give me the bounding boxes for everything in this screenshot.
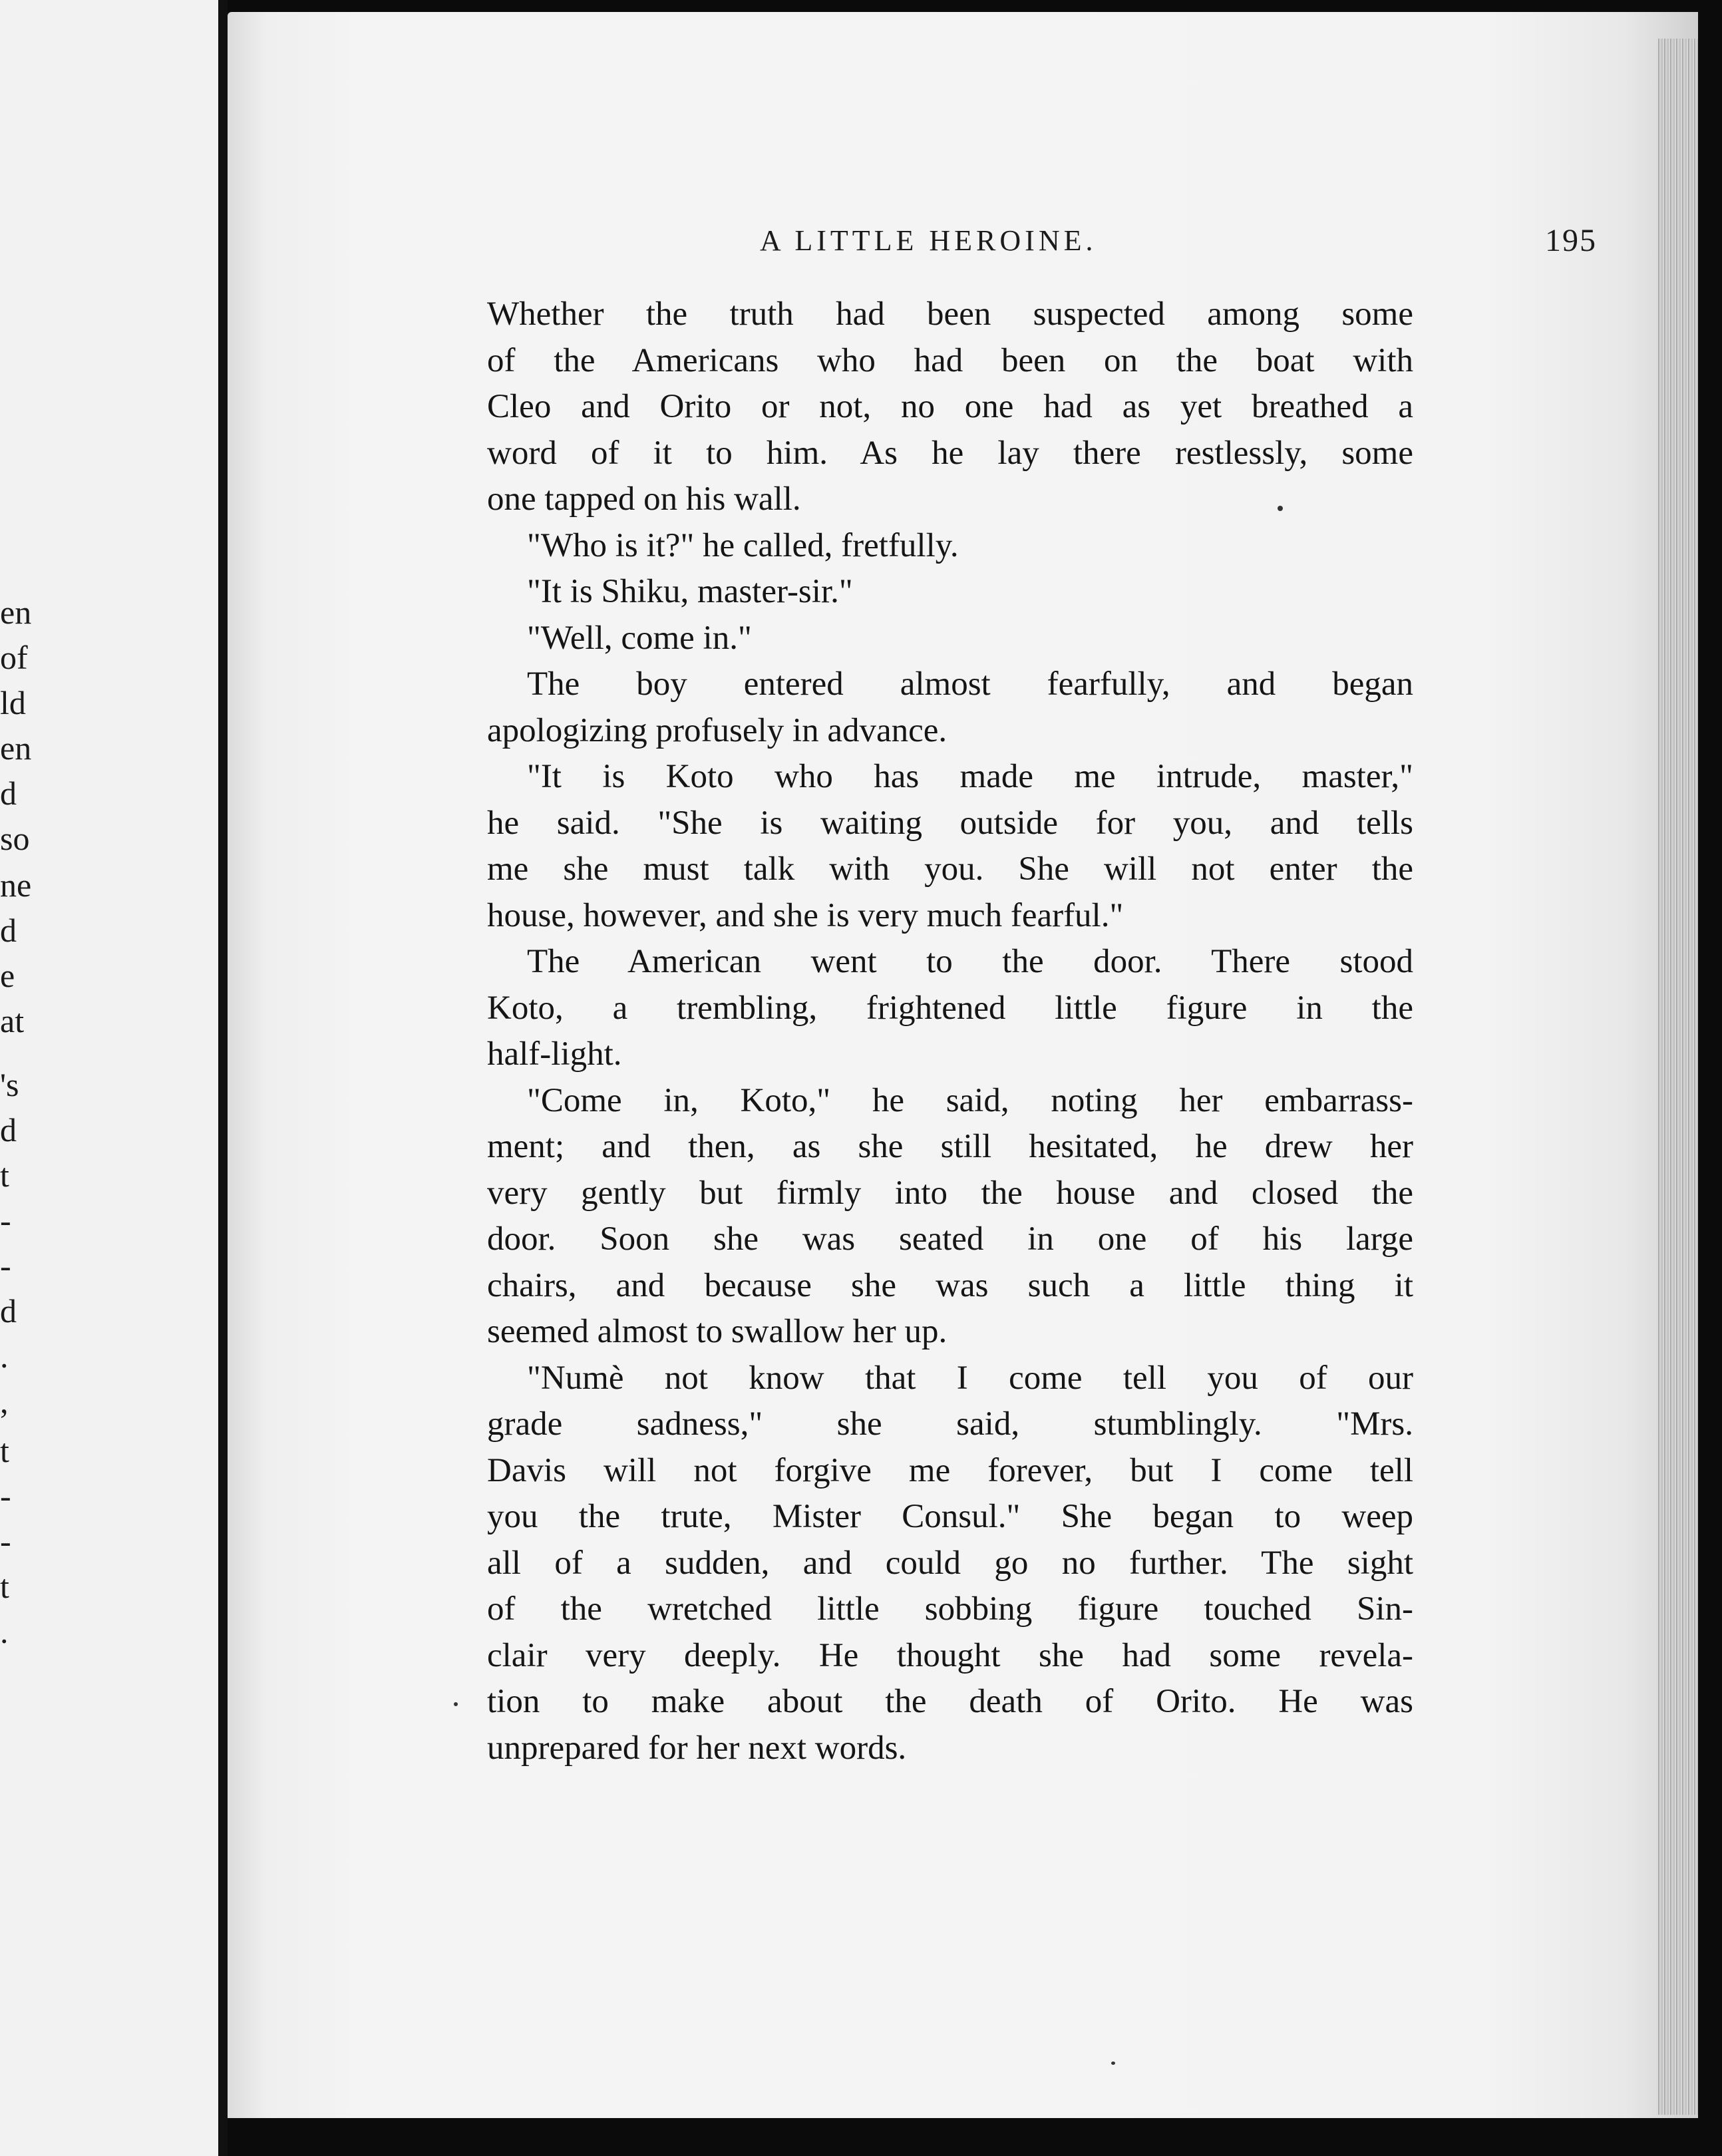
text-line: of the Americans who had been on the boat with	[487, 341, 1413, 379]
stray-mark	[1278, 506, 1283, 511]
text-line: unprepared for her next words.	[487, 1729, 907, 1767]
text-line: Cleo and Orito or not, no one had as yet breathed a	[487, 388, 1413, 425]
text-line: word of it to him. As he lay there restlessly, some	[487, 434, 1413, 472]
text-line: very gently but firmly into the house and closed the	[487, 1174, 1413, 1212]
text-line: of the wretched little sobbing figure touched Sin-	[487, 1590, 1413, 1628]
text-line: you the trute, Mister Consul." She began to weep	[487, 1498, 1413, 1535]
page-edge	[1658, 39, 1698, 2115]
stray-mark	[454, 1702, 458, 1706]
text-line: "Who is it?" he called, fretfully.	[527, 526, 959, 564]
text-line: me she must talk with you. She will not enter the	[487, 850, 1413, 888]
page-gutter	[218, 0, 228, 2156]
book-page	[228, 12, 1698, 2118]
text-line: seemed almost to swallow her up.	[487, 1313, 947, 1350]
text-line: "It is Shiku, master-sir."	[527, 573, 853, 610]
left-page: en of ld en d so ne d e at 's d t - - d . , t - - t .	[0, 0, 226, 2156]
body-text	[487, 291, 1413, 1771]
text-line: The American went to the door. There stood	[527, 943, 1413, 980]
stray-mark	[1111, 2062, 1115, 2065]
text-line: grade sadness," she said, stumblingly. "Mrs.	[487, 1405, 1413, 1443]
text-line: half-light.	[487, 1035, 622, 1073]
text-line: door. Soon she was seated in one of his large	[487, 1220, 1413, 1258]
text-line: clair very deeply. He thought she had some revela-	[487, 1636, 1413, 1674]
text-line: chairs, and because she was such a little thing it	[487, 1266, 1413, 1304]
text-line: all of a sudden, and could go no further. The sight	[487, 1544, 1413, 1582]
text-line: he said. "She is waiting outside for you, and tells	[487, 804, 1413, 842]
page-number: 195	[1545, 223, 1597, 258]
text-line: "Numè not know that I come tell you of our	[527, 1359, 1413, 1397]
text-line: Whether the truth had been suspected among some	[487, 295, 1413, 333]
text-line: Davis will not forgive me forever, but I come tell	[487, 1451, 1413, 1489]
text-line: "Well, come in."	[527, 619, 752, 657]
text-line: ment; and then, as she still hesitated, he drew her	[487, 1128, 1413, 1165]
text-line: "Come in, Koto," he said, noting her embarrass-	[527, 1081, 1413, 1119]
running-head-title: A LITTLE HEROINE.	[760, 224, 1097, 257]
text-line: The boy entered almost fearfully, and began	[527, 665, 1413, 703]
text-line: apologizing profusely in advance.	[487, 711, 947, 749]
text-line: "It is Koto who has made me intrude, master,"	[527, 758, 1413, 795]
text-line: house, however, and she is very much fearful."	[487, 896, 1124, 934]
text-line: one tapped on his wall.	[487, 480, 801, 518]
text-line: Koto, a trembling, frightened little figure in the	[487, 989, 1413, 1027]
text-line: tion to make about the death of Orito. He was	[487, 1683, 1413, 1720]
